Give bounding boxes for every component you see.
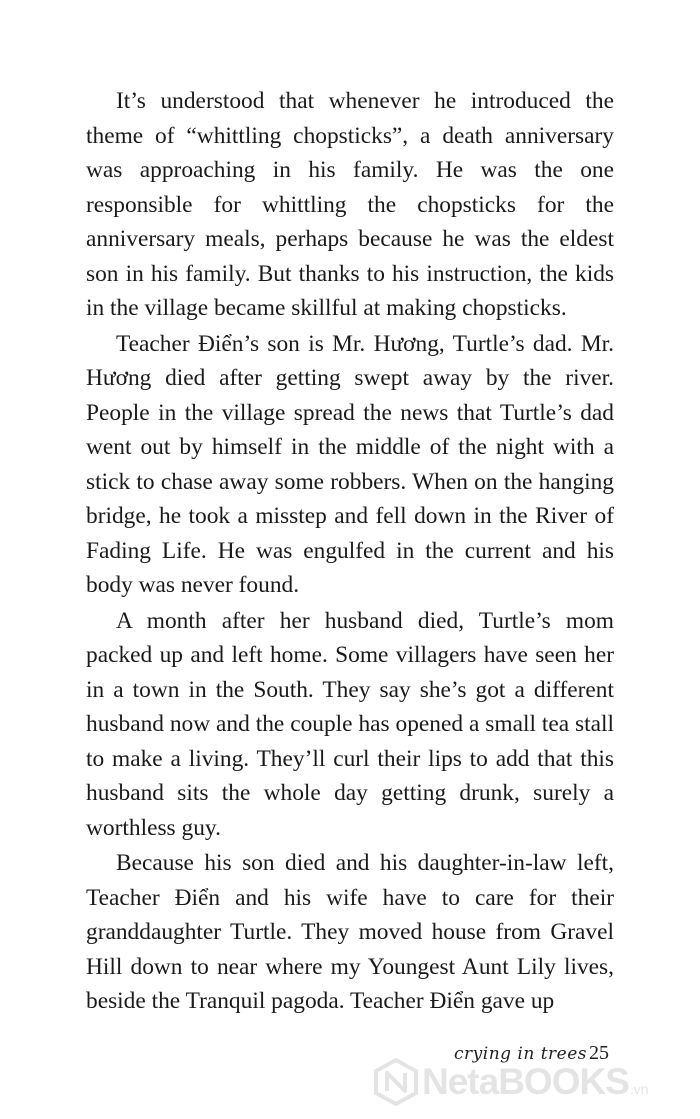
paragraph: Because his son died and his daughter-in-law left, Teacher Điển and his wife have to care for their granddaughter Turtle. They moved house from Gravel Hill down to near where my Youngest Aunt Lily lives, beside the Tranquil pagoda. Teacher Điển gave up — [86, 850, 614, 1014]
watermark-brand: NetaBOOKS — [422, 1061, 629, 1102]
page-footer — [0, 1040, 700, 1100]
page-number: 25 — [589, 1042, 609, 1064]
paragraph: A month after her husband died, Turtle’s mom packed up and left home. Some villagers have seen her in a town in the South. They say she’s got a different husband now and the couple has opened a small tea stall to make a living. They’ll curl their lips to add that this husband sits the whole day getting drunk, surely a worthless guy. — [86, 607, 614, 841]
paragraph: Teacher Điển’s son is Mr. Hương, Turtle’s dad. Mr. Hương died after getting swept away by the river. People in the village spread the news that Turtle’s dad went out by himself in the middle of the night with a stick to chase away some robbers. When on the hanging bridge, he took a misstep and fell down in the River of Fading Life. He was engulfed in the current and his body was never found. — [86, 330, 614, 598]
paragraph: It’s understood that whenever he introduced the theme of “whittling chopsticks”, a death anniversary was approaching in his family. He was the one responsible for whittling the chopsticks for the anniversary meals, perhaps because he was the eldest son in his family. But thanks to his instruction, the kids in the village became skillful at making chopsticks. — [86, 88, 614, 321]
watermark-suffix: .vn — [629, 1081, 649, 1097]
neta-logo-icon — [372, 1058, 420, 1106]
body-text — [86, 84, 614, 1020]
running-title: crying in trees — [454, 1044, 588, 1064]
watermark — [372, 1058, 649, 1106]
